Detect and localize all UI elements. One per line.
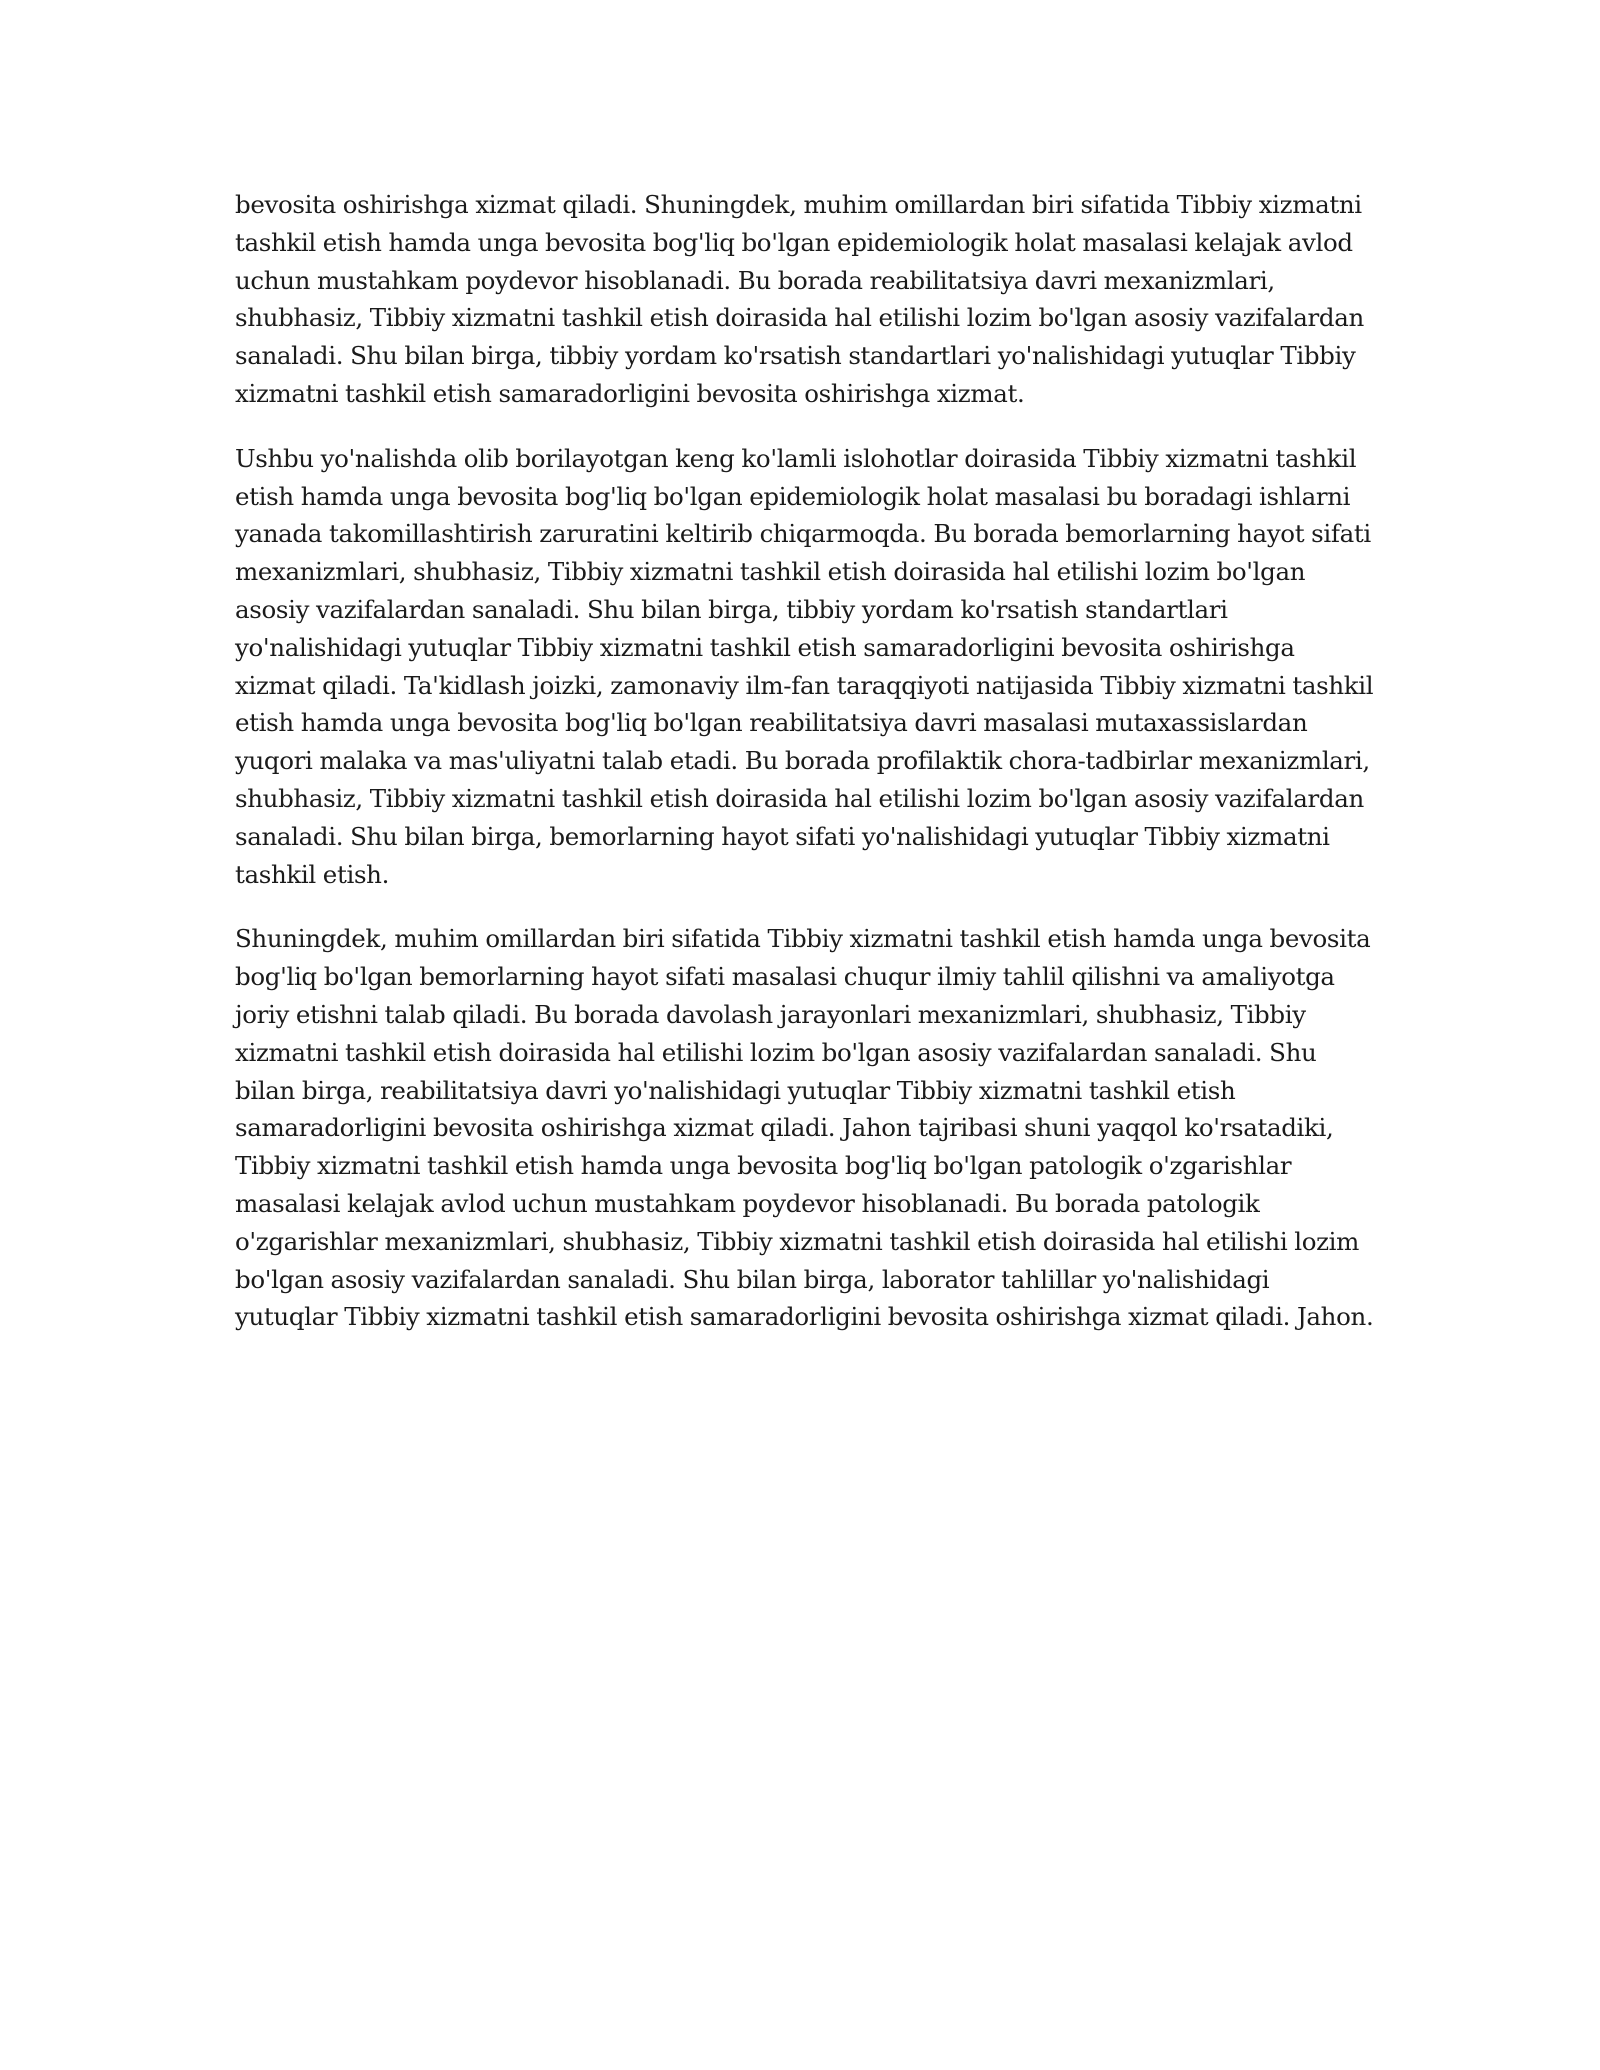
paragraph-3: Shuningdek, muhim omillardan biri sifatida Tibbiy xizmatni tashkil etish hamda unga bevosita bog'liq bo'lgan bemorlarning hayot sifati masalasi chuqur ilmiy tahlil qilishni va amaliyotga joriy etishni talab qiladi. Bu borada davolash jarayonlari mexanizmlari, shubhasiz, Tibbiy xizmatni tashkil etish doirasida hal etilishi lozim bo'lgan asosiy vazifalardan sanaladi. Shu bilan birga, reabilitatsiya davri yo'nalishidagi yutuqlar Tibbiy xizmatni tashkil etish samaradorligini bevosita oshirishga xizmat qiladi. Jahon tajribasi shuni yaqqol ko'rsatadiki, Tibbiy xizmatni tashkil etish hamda unga bevosita bog'liq bo'lgan patologik o'zgarishlar masalasi kelajak avlod uchun mustahkam poydevor hisoblanadi. Bu borada patologik o'zgarishlar mexanizmlari, shubhasiz, Tibbiy xizmatni tashkil etish doirasida hal etilishi lozim bo'lgan asosiy vazifalardan sanaladi. Shu bilan birga, laborator tahlillar yo'nalishidagi yutuqlar Tibbiy xizmatni tashkil etish samaradorligini bevosita oshirishga xizmat qiladi. Jahon.	[235, 924, 1374, 1332]
document-body	[235, 186, 1375, 1363]
paragraph-1: bevosita oshirishga xizmat qiladi. Shuningdek, muhim omillardan biri sifatida Tibbiy xizmatni tashkil etish hamda unga bevosita bog'liq bo'lgan epidemiologik holat masalasi kelajak avlod uchun mustahkam poydevor hisoblanadi. Bu borada reabilitatsiya davri mexanizmlari, shubhasiz, Tibbiy xizmatni tashkil etish doirasida hal etilishi lozim bo'lgan asosiy vazifalardan sanaladi. Shu bilan birga, tibbiy yordam ko'rsatish standartlari yo'nalishidagi yutuqlar Tibbiy xizmatni tashkil etish samaradorligini bevosita oshirishga xizmat.	[235, 190, 1364, 408]
paragraph-2: Ushbu yo'nalishda olib borilayotgan keng ko'lamli islohotlar doirasida Tibbiy xizmatni tashkil etish hamda unga bevosita bog'liq bo'lgan epidemiologik holat masalasi bu boradagi ishlarni yanada takomillashtirish zaruratini keltirib chiqarmoqda. Bu borada bemorlarning hayot sifati mexanizmlari, shubhasiz, Tibbiy xizmatni tashkil etish doirasida hal etilishi lozim bo'lgan asosiy vazifalardan sanaladi. Shu bilan birga, tibbiy yordam ko'rsatish standartlari yo'nalishidagi yutuqlar Tibbiy xizmatni tashkil etish samaradorligini bevosita oshirishga xizmat qiladi. Ta'kidlash joizki, zamonaviy ilm-fan taraqqiyoti natijasida Tibbiy xizmatni tashkil etish hamda unga bevosita bog'liq bo'lgan reabilitatsiya davri masalasi mutaxassislardan yuqori malaka va mas'uliyatni talab etadi. Bu borada profilaktik chora-tadbirlar mexanizmlari, shubhasiz, Tibbiy xizmatni tashkil etish doirasida hal etilishi lozim bo'lgan asosiy vazifalardan sanaladi. Shu bilan birga, bemorlarning hayot sifati yo'nalishidagi yutuqlar Tibbiy xizmatni tashkil etish.	[235, 443, 1374, 889]
